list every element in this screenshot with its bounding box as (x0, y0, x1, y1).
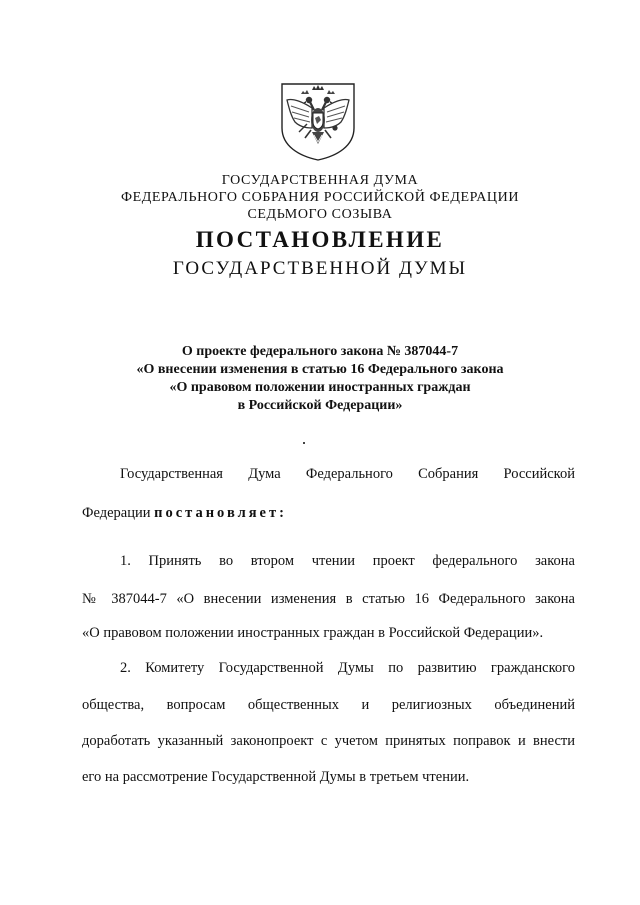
item-2-line: доработать указанный законопроект с учетом принятых поправок и внести (82, 733, 575, 749)
subject-line: «О правовом положении иностранных граждан (169, 380, 471, 395)
preamble-line: Государственная Дума Федерального Собрания Российской (120, 466, 575, 482)
item-2-line: его на рассмотрение Государственной Думы в третьем чтении. (82, 769, 470, 785)
subject-line: «О внесении изменения в статью 16 Федерального закона (136, 362, 504, 377)
organization-name: ГОСУДАРСТВЕННАЯ ДУМА (221, 173, 419, 188)
subject-line: в Российской Федерации» (237, 398, 403, 413)
item-1-line: № 387044-7 «О внесении изменения в статью 16 Федерального закона (82, 591, 575, 607)
item-1-line: «О правовом положении иностранных граждан в Российской Федерации». (82, 625, 544, 641)
document-type-title: ПОСТАНОВЛЕНИЕ (195, 227, 445, 252)
item-2-line: 2. Комитету Государственной Думы по развитию гражданского (120, 660, 575, 676)
russian-coat-of-arms-icon (279, 82, 357, 162)
preamble-line (82, 504, 287, 522)
subject-line: О проекте федерального закона № 387044-7 (181, 344, 459, 359)
scan-speck (303, 442, 305, 444)
item-1-line: 1. Принять во втором чтении проект федерального закона (120, 553, 575, 569)
document-issuer: ГОСУДАРСТВЕННОЙ ДУМЫ (172, 258, 468, 279)
preamble-prefix: Федерации (82, 505, 155, 521)
item-2-line: общества, вопросам общественных и религиозных объединений (82, 697, 575, 713)
convocation: СЕДЬМОГО СОЗЫВА (247, 207, 393, 222)
resolving-verb: постановляет: (154, 505, 287, 521)
organization-parent: ФЕДЕРАЛЬНОГО СОБРАНИЯ РОССИЙСКОЙ ФЕДЕРАЦИИ (120, 190, 520, 205)
